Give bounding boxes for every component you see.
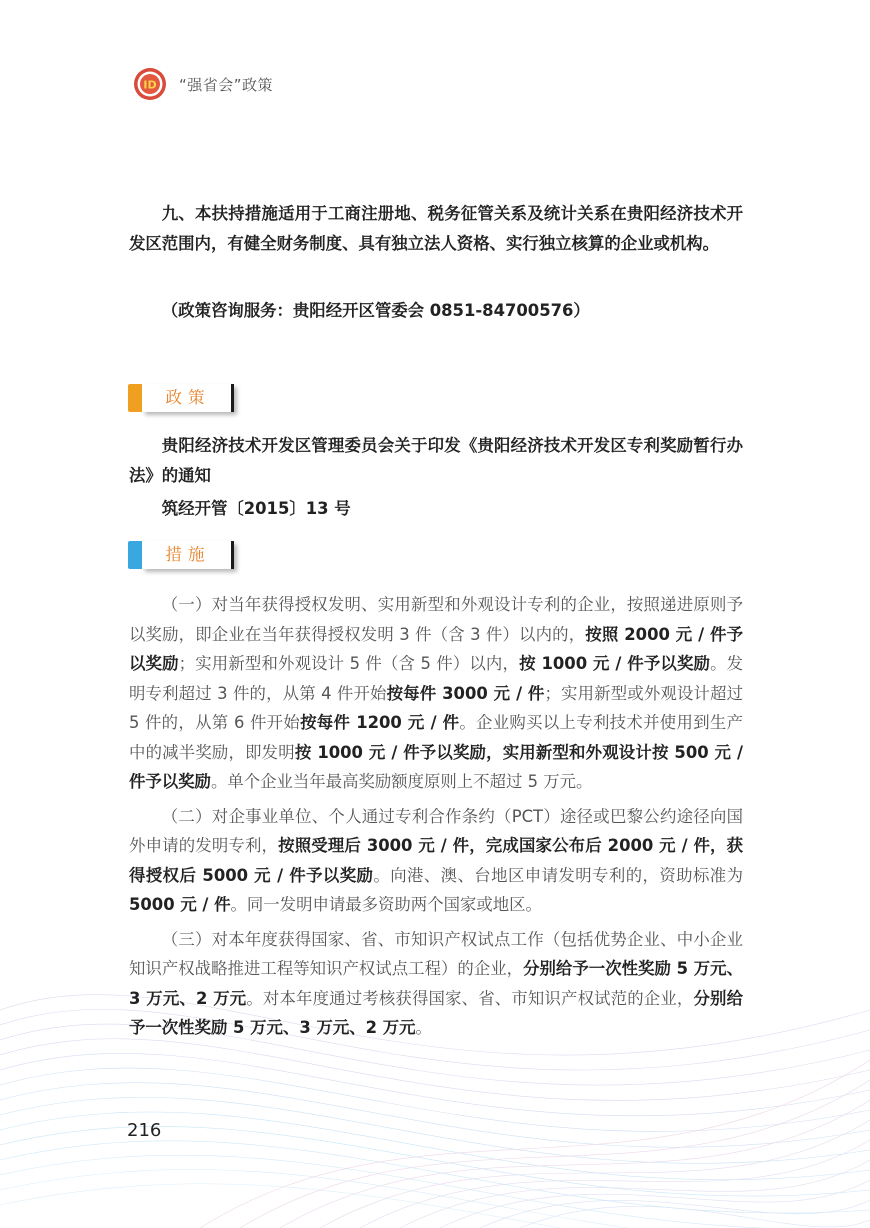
page-header — [133, 66, 273, 102]
measure-three-text-3: 。对本年度通过考核获得国家、省、市知识产权试范的企业， — [246, 988, 694, 1008]
measure-three-text-5: 。 — [415, 1018, 432, 1037]
measure-section-tag — [128, 541, 238, 573]
doc-number-block — [129, 494, 743, 524]
measure-one-text-7: ；实用新型或外观设计超过 5 件的，从第 6 件开始 — [129, 683, 744, 732]
consult-block — [129, 296, 743, 326]
clause-nine-block — [129, 199, 743, 258]
measure-three-paragraph — [129, 925, 743, 1043]
measure-two-text-5: 。同一发明申请最多资助两个国家或地区。 — [230, 895, 542, 914]
svg-text:ID: ID — [143, 78, 157, 92]
measure-one-text-5: 。发明专利超过 3 件的，从第 4 件开始 — [129, 654, 744, 703]
notice-title: 贵阳经济技术开发区管理委员会关于印发《贵阳经济技术开发区专利奖励暂行办法》的通知 — [129, 436, 743, 485]
measure-one-text-8: 按每件 1200 元 / 件 — [300, 713, 460, 732]
measure-one-paragraph — [129, 590, 743, 797]
measure-one-text-10: 按 1000 元 / 件予以奖励，实用新型和外观设计按 500 元 / 件予以奖励 — [129, 742, 744, 791]
doc-number: 筑经开管〔2015〕13 号 — [161, 499, 351, 518]
notice-title-block — [129, 431, 743, 490]
header-title: “强省会”政策 — [179, 75, 274, 94]
measure-one-text-1: （一）对当年获得授权发明、实用新型和外观设计专利的企业，按照递进原则予以奖励，即企业在当年获得授权发明 3 件（含 3 件）以内的， — [129, 595, 743, 644]
measure-tag-label: 措施 — [165, 545, 211, 564]
measure-one-text-4: 按 1000 元 / 件予以奖励 — [519, 654, 711, 673]
measure-two-text-3: 。向港、澳、台地区申请发明专利的，资助标准为 — [373, 865, 744, 885]
measure-one-text-2: 按照 2000 元 / 件予以奖励 — [129, 624, 743, 673]
consult-line: （政策咨询服务：贵阳经开区管委会 0851-84700576） — [161, 301, 590, 320]
party-emblem-icon — [133, 67, 167, 101]
measure-two-paragraph — [129, 802, 743, 920]
measures-block — [129, 590, 743, 1048]
measure-three-text-2: 分别给予一次性奖励 5 万元、3 万元、2 万元 — [129, 959, 743, 1008]
clause-nine-text: 九、本扶持措施适用于工商注册地、税务征管关系及统计关系在贵阳经济技术开发区范围内，有健全财务制度、具有独立法人资格、实行独立核算的企业或机构。 — [129, 204, 743, 253]
policy-tag-label: 政策 — [165, 388, 211, 407]
measure-tag-body — [142, 541, 234, 569]
measure-two-text-4: 5000 元 / 件 — [129, 895, 231, 914]
measure-one-text-11: 。单个企业当年最高奖励额度原则上不超过 5 万元。 — [210, 772, 593, 791]
measure-one-text-9: 。企业购买以上专利技术并使用到生产中的减半奖励，即发明 — [129, 713, 743, 762]
policy-tag-body — [142, 384, 234, 412]
page-number: 216 — [127, 1120, 162, 1141]
policy-section-tag — [128, 384, 238, 416]
measure-three-text-1: （三）对本年度获得国家、省、市知识产权试点工作（包括优势企业、中小企业知识产权战略推进工程等知识产权试点工程）的企业， — [129, 929, 743, 978]
measure-one-text-3: ；实用新型和外观设计 5 件（含 5 件）以内， — [178, 654, 520, 673]
measure-two-text-1: （二）对企事业单位、个人通过专利合作条约（PCT）途径或巴黎公约途径向国外申请的发明专利， — [129, 806, 743, 855]
measure-two-text-2: 按照受理后 3000 元 / 件，完成国家公布后 2000 元 / 件，获得授权后 5000 元 / 件予以奖励 — [129, 836, 744, 885]
measure-one-text-6: 按每件 3000 元 / 件 — [386, 683, 545, 703]
measure-three-text-4: 分别给予一次性奖励 5 万元、3 万元、2 万元 — [129, 988, 744, 1037]
